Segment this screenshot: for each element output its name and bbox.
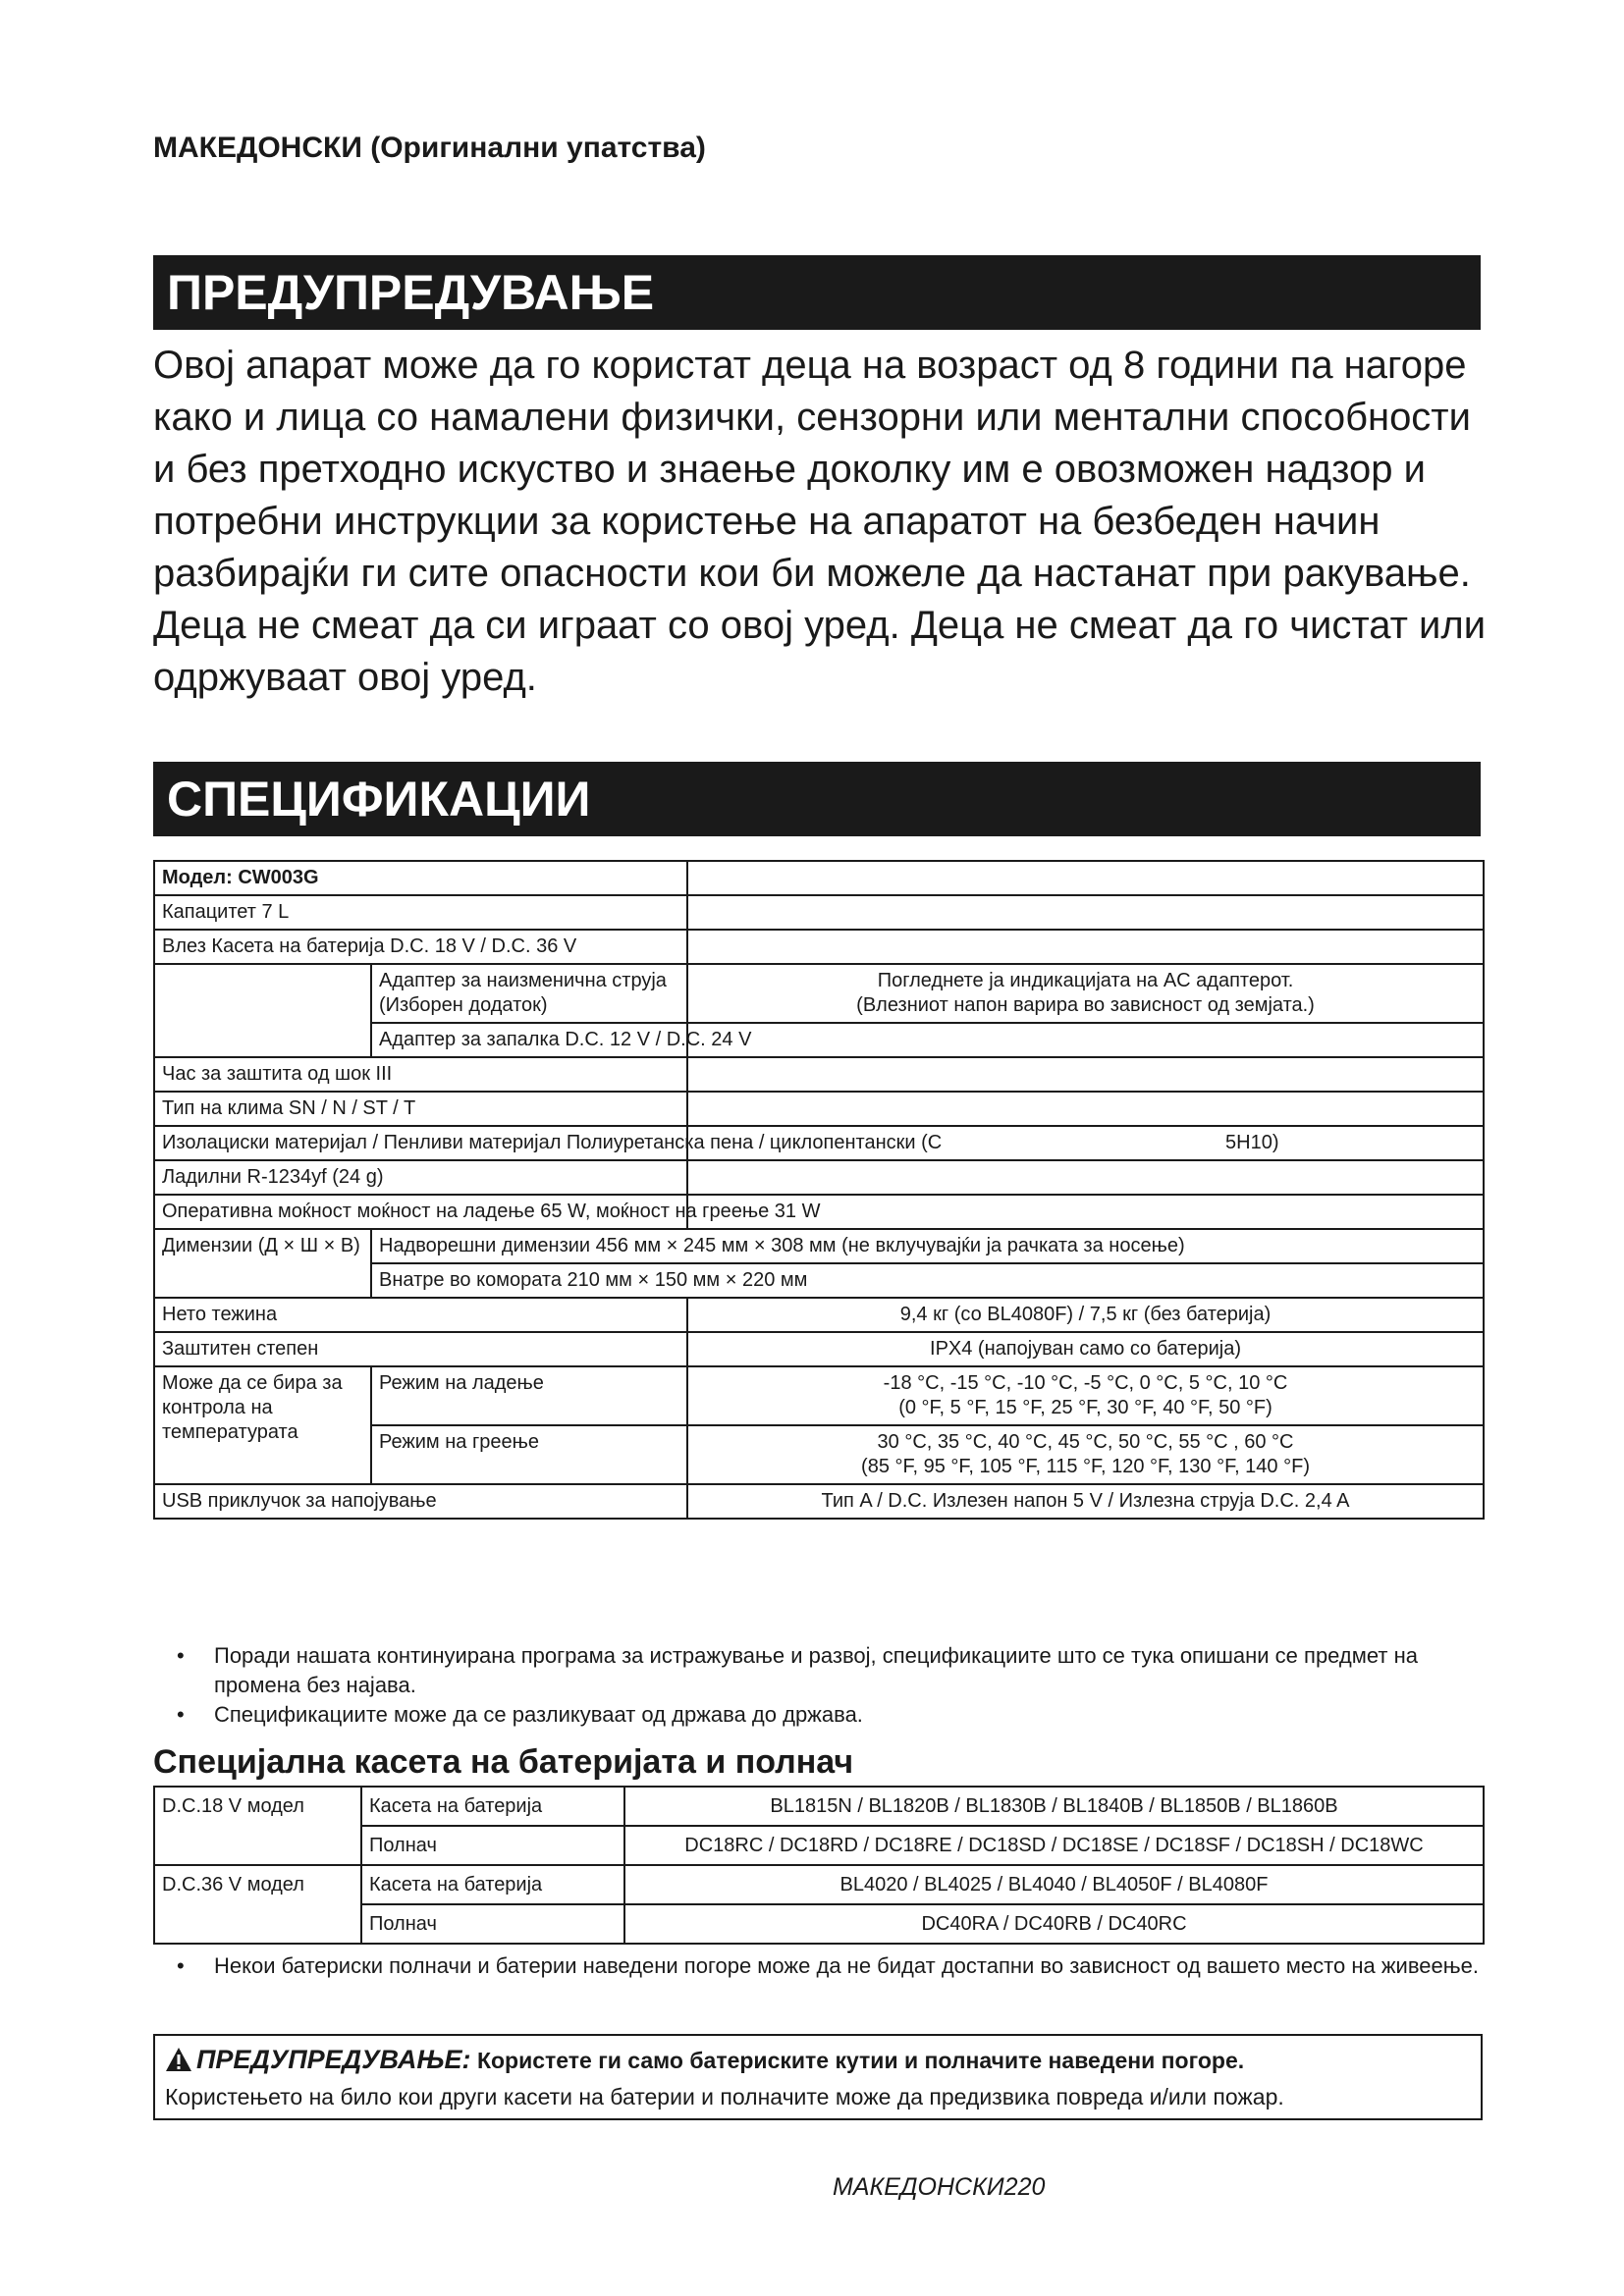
spec-usb-label: USB приклучок за напојување [154, 1484, 687, 1519]
table-row [154, 1366, 1484, 1425]
table-row [154, 1865, 1484, 1904]
warning-paragraph: Овој апарат може да го користат деца на возраст од 8 години па нагоре како и лица со намалени физички, сензорни или ментални способности и без претходно искуство и знаење доколку им е овозможен надзор и потребни инструкции за користење на апаратот на безбеден начин разбирајќи ги сите опасности кои би можеле да настанат при ракување. Деца не смеат да си играат со овој уред. Деца не смеат да го чистат или одржуваат овој уред. [153, 344, 1487, 699]
battery-type: Касета на батерија [361, 1787, 624, 1826]
spec-temp-control-label: Може да се бира за контрола на температурата [154, 1366, 371, 1484]
spec-ac-adapter-value-1: Погледнете ја индикацијата на AC адаптерот. [877, 970, 1294, 991]
table-row [154, 1229, 1484, 1263]
spec-table [153, 860, 1485, 1520]
table-row [154, 930, 1484, 964]
warning-box-bold-text: Користете ги само батериските кутии и полначите наведени погоре. [476, 2048, 1245, 2073]
spec-heating-mode-label: Режим на греење [371, 1425, 687, 1484]
spec-cooling-mode-label: Режим на ладење [371, 1366, 687, 1425]
spec-net-weight-label: Нето тежина [154, 1298, 687, 1332]
warning-box-title: ПРЕДУПРЕДУВАЊЕ: [196, 2045, 471, 2074]
battery-type: Касета на батерија [361, 1865, 624, 1904]
warning-box [153, 2034, 1483, 2120]
battery-model-36v: D.C.36 V модел [154, 1865, 361, 1944]
list-item: • Спецификациите може да се разликуваат од држава до држава. [177, 1702, 863, 1727]
warning-box-text: Користењето на било кои други касети на батерии и полначите може да предизвика повреда и/или пожар. [165, 2084, 1284, 2109]
table-row [154, 861, 1484, 895]
table-row [154, 1160, 1484, 1195]
spec-power: Оперативна моќност моќност на ладење 65 W, моќност на греење 31 W [154, 1195, 687, 1229]
spec-shock-class: Час за заштита од шок III [154, 1057, 687, 1092]
spec-insulation-formula: 5H10) [1225, 1132, 1279, 1153]
table-row [154, 1484, 1484, 1519]
spec-input: Влез Касета на батерија D.C. 18 V / D.C. 36 V [154, 930, 687, 964]
spec-refrigerant: Ладилни R-1234yf (24 g) [154, 1160, 687, 1195]
list-item: • Некои батериски полначи и батерии наведени погоре може да не бидат достапни во зависност од вашето место на живеење. [177, 1953, 1479, 1978]
warning-triangle-icon [165, 2047, 192, 2081]
table-row [154, 1057, 1484, 1092]
spec-section-title: СПЕЦИФИКАЦИИ [153, 762, 1481, 836]
spec-heating-mode-f: (85 °F, 95 °F, 105 °F, 115 °F, 120 °F, 130 °F, 140 °F) [861, 1456, 1310, 1477]
table-row [154, 1787, 1484, 1826]
battery-value: BL1815N / BL1820B / BL1830B / BL1840B / BL1850B / BL1860B [624, 1787, 1484, 1826]
table-row [154, 1195, 1484, 1229]
table-row [154, 964, 1484, 1023]
battery-type: Полнач [361, 1826, 624, 1865]
spec-notes [153, 1641, 1481, 1730]
list-item: • Поради нашата континуирана програма за истражување и развој, спецификациите што се тука опишани се предмет на промена без најава. [177, 1643, 1418, 1697]
table-row [154, 1298, 1484, 1332]
spec-cooling-mode-c: -18 °C, -15 °C, -10 °C, -5 °C, 0 °C, 5 °C, 10 °C [883, 1372, 1288, 1394]
spec-ac-adapter-value-2: (Влезниот напон варира во зависност од земјата.) [856, 994, 1315, 1016]
spec-dimensions-inner: Внатре во комората 210 мм × 150 мм × 220 мм [371, 1263, 1484, 1298]
page-header: МАКЕДОНСКИ (Оригинални упатства) [153, 132, 706, 164]
spec-net-weight-value: 9,4 кг (со BL4080F) / 7,5 кг (без батерија) [687, 1298, 1484, 1332]
battery-table [153, 1786, 1485, 1945]
battery-notes [153, 1951, 1481, 1981]
spec-heating-mode-c: 30 °C, 35 °C, 40 °C, 45 °C, 50 °C, 55 °C , 60 °C [877, 1431, 1294, 1453]
battery-type: Полнач [361, 1904, 624, 1944]
table-row [154, 895, 1484, 930]
spec-capacity: Капацитет 7 L [154, 895, 687, 930]
battery-model-18v: D.C.18 V модел [154, 1787, 361, 1865]
spec-dimensions-outer: Надворешни димензии 456 мм × 245 мм × 308 мм (не вклучувајќи ја рачката за носење) [371, 1229, 1484, 1263]
warning-section-title: ПРЕДУПРЕДУВАЊЕ [153, 255, 1481, 330]
spec-model: Модел: CW003G [154, 861, 687, 895]
spec-insulation: Изолациски материјал / Пенливи материјал Полиуретанска пена / циклопентански (C [154, 1126, 687, 1160]
spec-cooling-mode-f: (0 °F, 5 °F, 15 °F, 25 °F, 30 °F, 40 °F, 50 °F) [898, 1397, 1272, 1418]
spec-protection-label: Заштитен степен [154, 1332, 687, 1366]
table-row [154, 1092, 1484, 1126]
spec-protection-value: IPX4 (напојуван само со батерија) [687, 1332, 1484, 1366]
spec-car-adapter: Адаптер за запалка D.C. 12 V / D.C. 24 V [371, 1023, 687, 1057]
battery-value: DC18RC / DC18RD / DC18RE / DC18SD / DC18SE / DC18SF / DC18SH / DC18WC [624, 1826, 1484, 1865]
battery-value: DC40RA / DC40RB / DC40RC [624, 1904, 1484, 1944]
battery-section-title: Специјална касета на батеријата и полнач [153, 1743, 854, 1781]
page-footer: МАКЕДОНСКИ220 [833, 2173, 1046, 2201]
spec-usb-value: Тип A / D.C. Излезен напон 5 V / Излезна струја D.C. 2,4 A [687, 1484, 1484, 1519]
table-row [154, 1126, 1484, 1160]
table-row [154, 1332, 1484, 1366]
spec-ac-adapter-label: Адаптер за наизменична струја (Изборен додаток) [371, 964, 687, 1023]
spec-dimensions-label: Димензии (Д × Ш × В) [154, 1229, 371, 1298]
spec-climate-type: Тип на клима SN / N / ST / T [154, 1092, 687, 1126]
battery-value: BL4020 / BL4025 / BL4040 / BL4050F / BL4080F [624, 1865, 1484, 1904]
